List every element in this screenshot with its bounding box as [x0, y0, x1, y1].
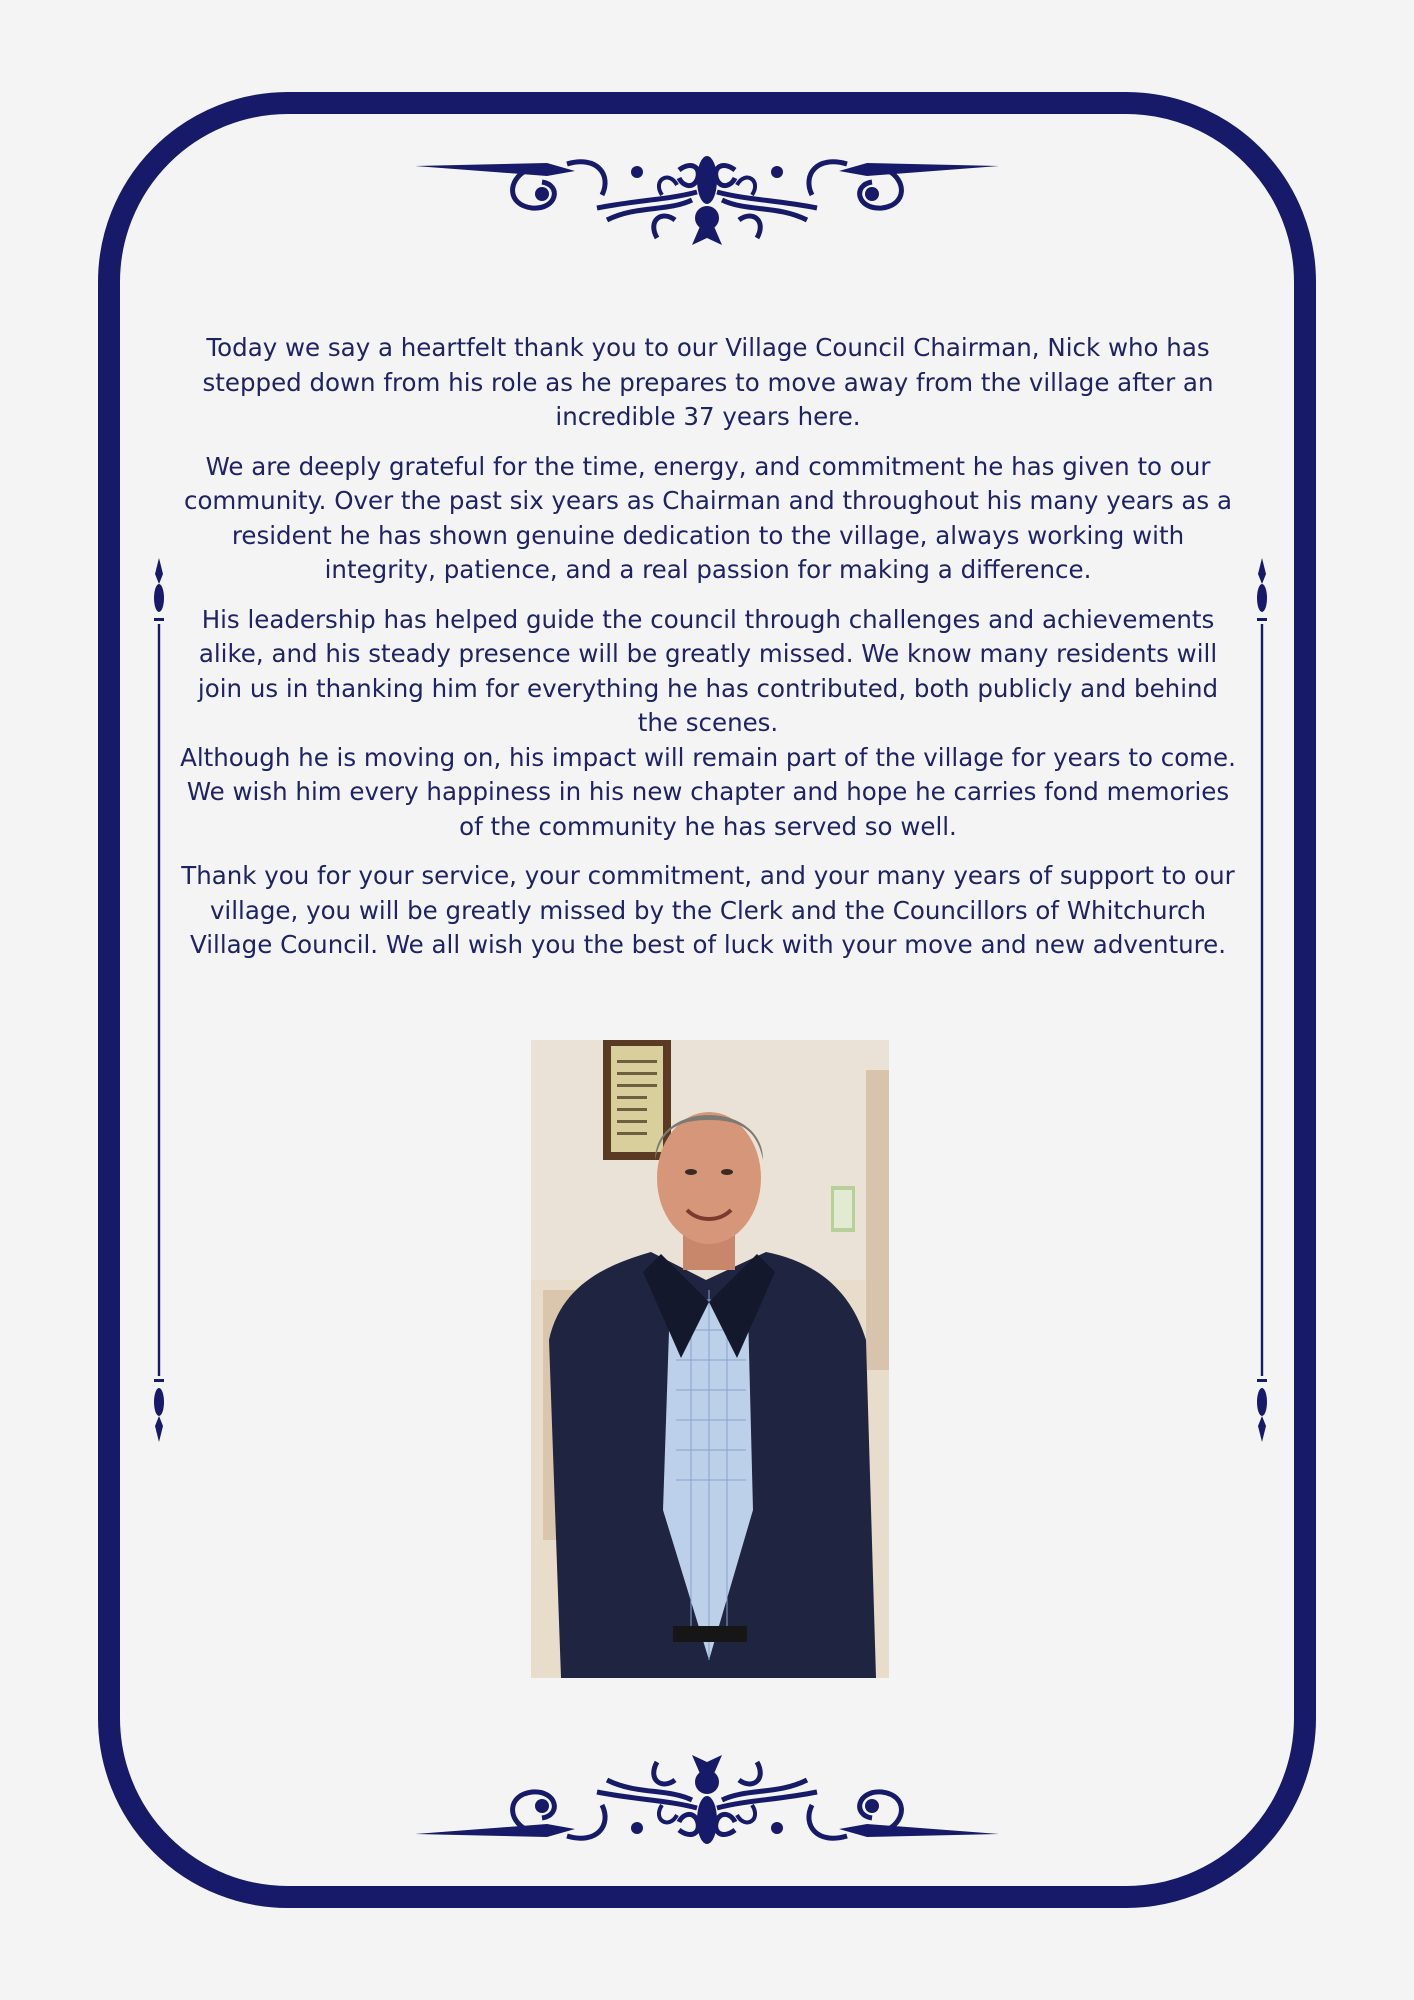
letter-paragraph-1: Today we say a heartfelt thank you to our Village Council Chairman, Nick who has stepped down from his role as he prepares to move away from the village after an incredible 37 years here.	[202, 333, 1214, 431]
letter-paragraph-2: We are deeply grateful for the time, energy, and commitment he has given to our community. Over the past six years as Chairman and throughout his many years as a resident he has shown genuine dedication to the village, always working with integrity, patience, and a real passion for making a difference.	[183, 451, 1233, 584]
chairman-portrait-photo	[531, 1040, 889, 1678]
letter-body	[178, 331, 1238, 963]
letter-paragraph-3: His leadership has helped guide the council through challenges and achievements alike, and his steady presence will be greatly missed. We know many residents will join us in thanking him for everything he has contributed, both publicly and behind the scenes.	[197, 604, 1219, 737]
right-decorative-rule-icon	[1252, 558, 1272, 1442]
letter-paragraph-5: Thank you for your service, your commitment, and your many years of support to our village, you will be greatly missed by the Clerk and the Councillors of Whitchurch Village Council. We all wish you the best of luck with your move and new adventure.	[181, 861, 1235, 959]
bottom-floral-flourish-icon	[407, 1740, 1007, 1850]
letter-paragraph-4: Although he is moving on, his impact will remain part of the village for years to come. We wish him every happiness in his new chapter and hope he carries fond memories of the community he has served so well.	[180, 742, 1236, 841]
left-decorative-rule-icon	[149, 558, 169, 1442]
top-floral-flourish-icon	[407, 150, 1007, 260]
